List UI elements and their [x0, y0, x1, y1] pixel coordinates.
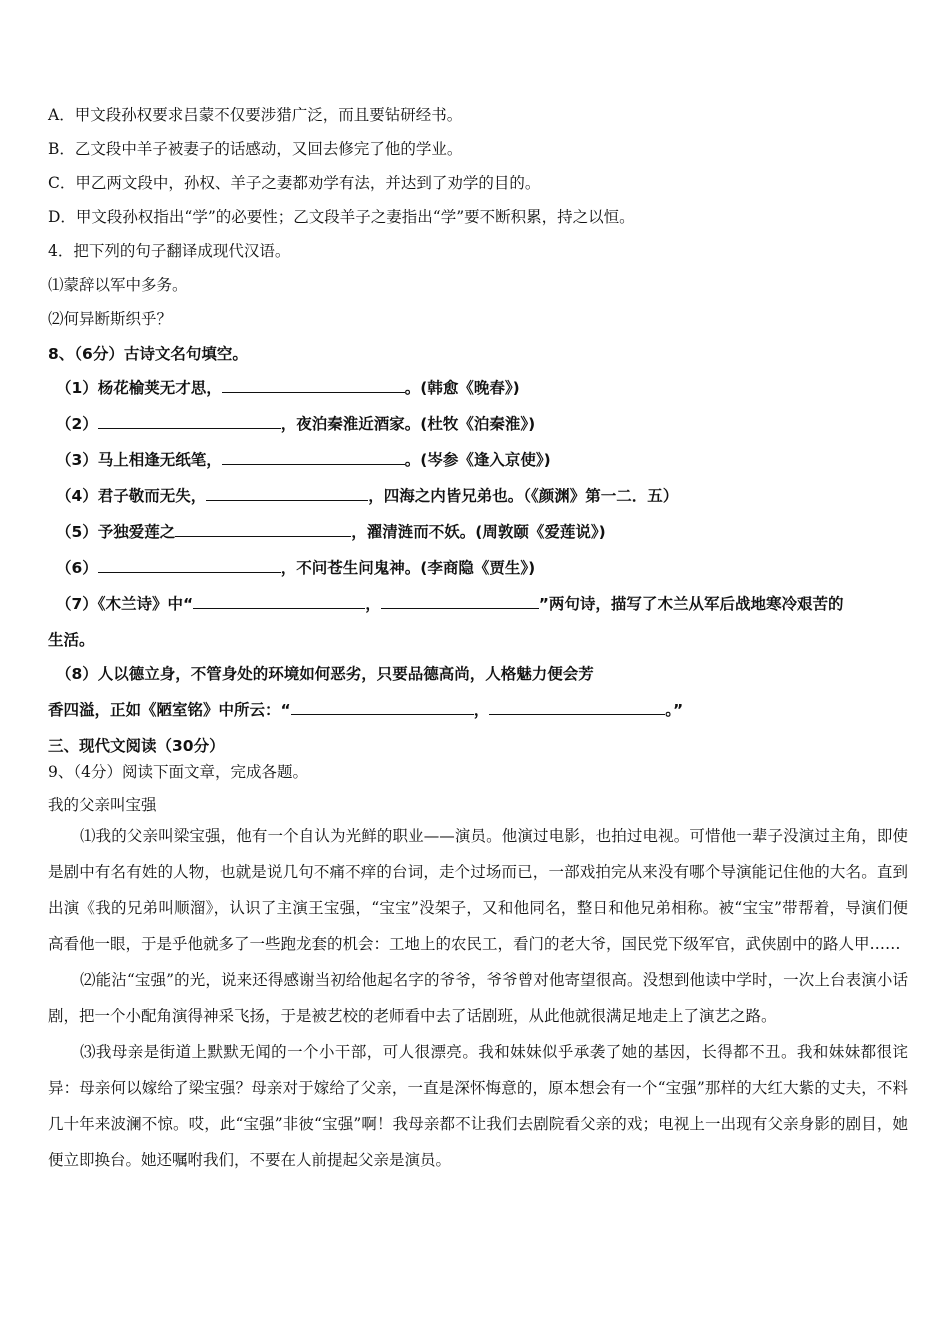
fill-blank-7a[interactable]	[193, 593, 365, 609]
fill-blank-3[interactable]	[222, 449, 405, 465]
section-3-heading: 三、现代文阅读（30分）	[48, 737, 225, 755]
item-7-comma: ，	[365, 595, 381, 613]
q8-item-7	[56, 592, 843, 614]
q8-item-6	[56, 556, 535, 578]
fill-blank-4[interactable]	[206, 485, 368, 501]
article-body	[48, 818, 908, 1178]
article-paragraph-2: ⑵能沾“宝强”的光，说来还得感谢当初给他起名字的爷爷，爷爷曾对他寄望很高。没想到他读中学时，一次上台表演小话剧，把一个小配角演得神采飞扬，于是被艺校的老师看中去了话剧班，从此他就很满足地走上了演艺之路。	[48, 971, 908, 1025]
item-1-suffix: 。(韩愈《晚春》)	[404, 379, 520, 397]
item-1-prefix: （1）杨花榆荚无才思，	[56, 379, 222, 397]
q8-item-7-cont: 生活。	[48, 631, 95, 649]
item-6-prefix: （6）	[56, 559, 98, 577]
option-a: A．甲文段孙权要求吕蒙不仅要涉猎广泛，而且要钻研经书。	[48, 106, 463, 124]
article-title: 我的父亲叫宝强	[48, 796, 157, 814]
item-8-prefix: 香四溢，正如《陋室铭》中所云：“	[48, 701, 291, 719]
item-2-prefix: （2）	[56, 415, 98, 433]
q8-item-4	[56, 484, 678, 506]
fill-blank-8b[interactable]	[489, 699, 665, 715]
option-c: C．甲乙两文段中，孙权、羊子之妻都劝学有法，并达到了劝学的目的。	[48, 174, 541, 192]
q8-item-8-cont	[48, 698, 683, 720]
fill-blank-2[interactable]	[98, 413, 281, 429]
item-5-suffix: ，濯清涟而不妖。(周敦颐《爱莲说》)	[351, 523, 606, 541]
item-8-comma: ，	[473, 701, 490, 719]
fill-blank-1[interactable]	[222, 377, 405, 393]
item-2-suffix: ，夜泊秦淮近酒家。(杜牧《泊秦淮》)	[280, 415, 536, 433]
item-4-suffix: ，四海之内皆兄弟也。（《颜渊》第一二．五）	[368, 487, 679, 505]
item-7-prefix: （7）《木兰诗》中“	[56, 595, 194, 613]
q4-sentence-2: ⑵何异断斯织乎？	[48, 310, 173, 328]
fill-blank-8a[interactable]	[291, 699, 474, 715]
q8-item-1	[56, 376, 520, 398]
fill-blank-7b[interactable]	[381, 593, 539, 609]
q4-sentence-1: ⑴蒙辞以军中多务。	[48, 276, 188, 294]
item-6-suffix: ，不问苍生问鬼神。(李商隐《贾生》)	[280, 559, 536, 577]
item-4-prefix: （4）君子敬而无失，	[56, 487, 207, 505]
item-7-suffix: ”两句诗，描写了木兰从军后战地寒冷艰苦的	[538, 595, 844, 613]
item-5-prefix: （5）予独爱莲之	[56, 523, 176, 541]
article-paragraph-1: ⑴我的父亲叫梁宝强，他有一个自认为光鲜的职业——演员。他演过电影，也拍过电视。可惜他一辈子没演过主角，即使是剧中有名有姓的人物，也就是说几句不痛不痒的台词，走个过场而已，一部戏拍完从来没有哪个导演能记住他的大名。直到出演《我的兄弟叫顺溜》，认识了主演王宝强，“宝宝”没架子，又和他同名，整日和他兄弟相称。被“宝宝”带帮着，导演们便高看他一眼，于是乎他就多了一些跑龙套的机会：工地上的农民工，看门的老大爷，国民党下级军官，武侠剧中的路人甲……	[48, 827, 908, 953]
fill-blank-5[interactable]	[175, 521, 351, 537]
item-8-suffix: 。”	[665, 701, 684, 719]
q8-item-8: （8）人以德立身，不管身处的环境如何恶劣，只要品德高尚，人格魅力便会芳	[56, 665, 594, 683]
option-b: B．乙文段中羊子被妻子的话感动，又回去修完了他的学业。	[48, 140, 463, 158]
option-d: D．甲文段孙权指出“学”的必要性；乙文段羊子之妻指出“学”要不断积累，持之以恒。	[48, 208, 635, 226]
q8-item-3	[56, 448, 551, 470]
q8-title: 8、（6分）古诗文名句填空。	[48, 345, 248, 363]
q9-title: 9、（4分）阅读下面文章，完成各题。	[48, 763, 308, 781]
article-paragraph-3: ⑶我母亲是街道上默默无闻的一个小干部，可人很漂亮。我和妹妹似乎承袭了她的基因，长得都不丑。我和妹妹都很诧异：母亲何以嫁给了梁宝强？母亲对于嫁给了父亲，一直是深怀悔意的，原本想会有一个“宝强”那样的大红大紫的丈夫，不料几十年来波澜不惊。哎，此“宝强”非彼“宝强”啊！我母亲都不让我们去剧院看父亲的戏；电视上一出现有父亲身影的剧目，她便立即换台。她还嘱咐我们，不要在人前提起父亲是演员。	[48, 1043, 908, 1169]
fill-blank-6[interactable]	[98, 557, 281, 573]
q8-item-2	[56, 412, 535, 434]
q4-title: 4．把下列的句子翻译成现代汉语。	[48, 242, 291, 260]
q8-item-5	[56, 520, 606, 542]
item-3-prefix: （3）马上相逢无纸笔，	[56, 451, 222, 469]
item-3-suffix: 。(岑参《逢入京使》)	[404, 451, 551, 469]
